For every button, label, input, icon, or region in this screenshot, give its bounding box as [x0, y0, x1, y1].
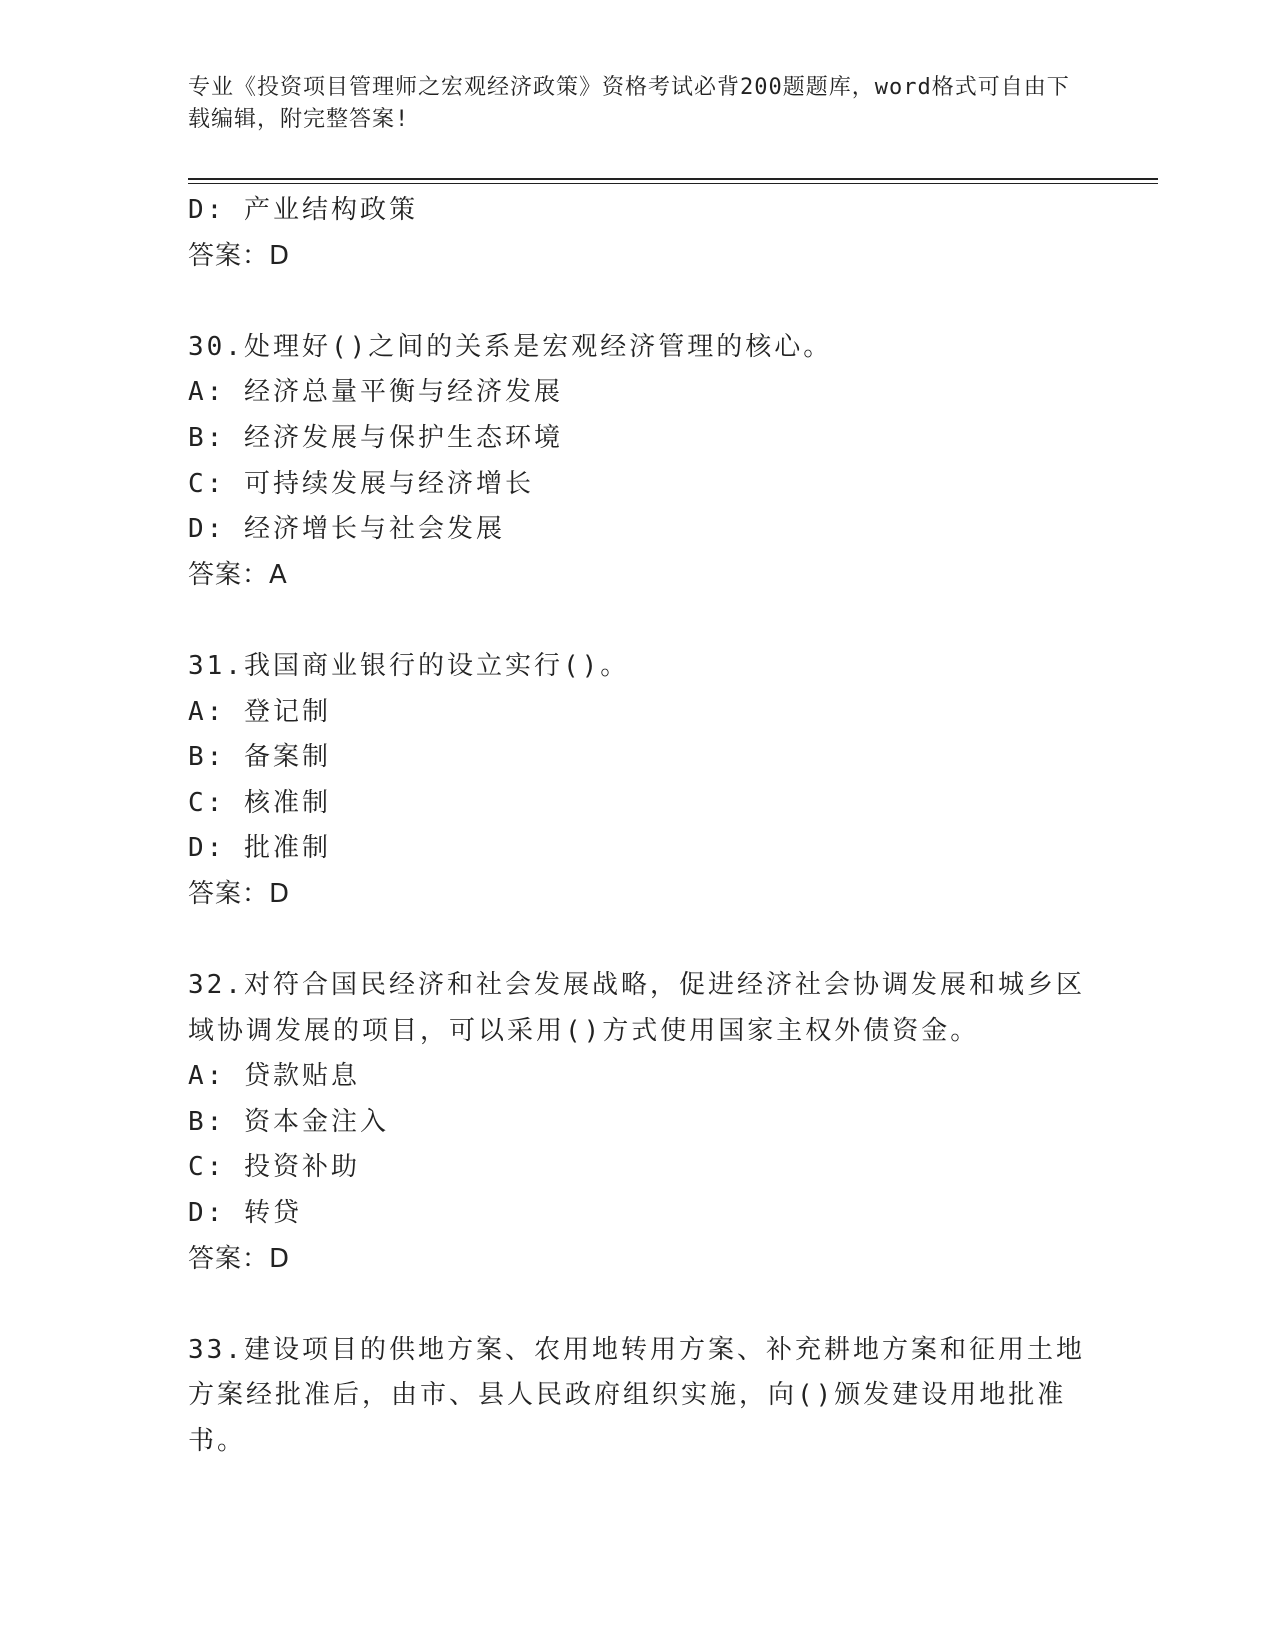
option-d: D: 产业结构政策	[188, 195, 418, 225]
option-d: D: 批准制	[188, 833, 331, 864]
question-stem: 31.我国商业银行的设立实行()。	[188, 650, 630, 681]
question-stem: 30.处理好()之间的关系是宏观经济管理的核心。	[188, 331, 833, 362]
option-c: C: 核准制	[188, 787, 331, 818]
question-stem: 33.建设项目的供地方案、农用地转用方案、补充耕地方案和征用土地方案经批准后，由市、县人民政府组织实施，向()颁发建设用地批准书。	[188, 1334, 1085, 1457]
document-header	[188, 72, 1088, 136]
answer: 答案：D	[188, 878, 291, 909]
option-a: A: 贷款贴息	[188, 1061, 360, 1092]
spacer	[188, 279, 1088, 325]
option-a: A: 登记制	[188, 696, 331, 727]
option-b: B: 经济发展与保护生态环境	[188, 422, 563, 453]
question-31	[188, 644, 1088, 918]
header-divider-thick	[188, 178, 1158, 180]
option-c: C: 投资补助	[188, 1152, 360, 1183]
spacer	[188, 918, 1088, 964]
question-stem: 32.对符合国民经济和社会发展战略，促进经济社会协调发展和城乡区域协调发展的项目，可以采用()方式使用国家主权外债资金。	[188, 970, 1085, 1046]
answer: 答案：A	[188, 559, 288, 590]
answer: 答案：D	[188, 1243, 291, 1274]
answer: 答案：D	[188, 240, 291, 271]
question-30	[188, 325, 1088, 599]
question-32	[188, 963, 1088, 1282]
spacer	[188, 598, 1088, 644]
option-b: B: 资本金注入	[188, 1106, 389, 1137]
previous-question-tail	[188, 188, 1088, 279]
question-list	[188, 188, 1088, 1465]
option-d: D: 转贷	[188, 1198, 302, 1229]
question-33	[188, 1328, 1088, 1465]
option-d: D: 经济增长与社会发展	[188, 514, 505, 545]
option-a: A: 经济总量平衡与经济发展	[188, 377, 563, 408]
header-text: 专业《投资项目管理师之宏观经济政策》资格考试必背200题题库，word格式可自由下载编辑，附完整答案!	[188, 75, 1070, 132]
option-c: C: 可持续发展与经济增长	[188, 468, 534, 499]
option-b: B: 备案制	[188, 742, 331, 773]
spacer	[188, 1282, 1088, 1328]
header-divider-thin	[188, 183, 1158, 184]
